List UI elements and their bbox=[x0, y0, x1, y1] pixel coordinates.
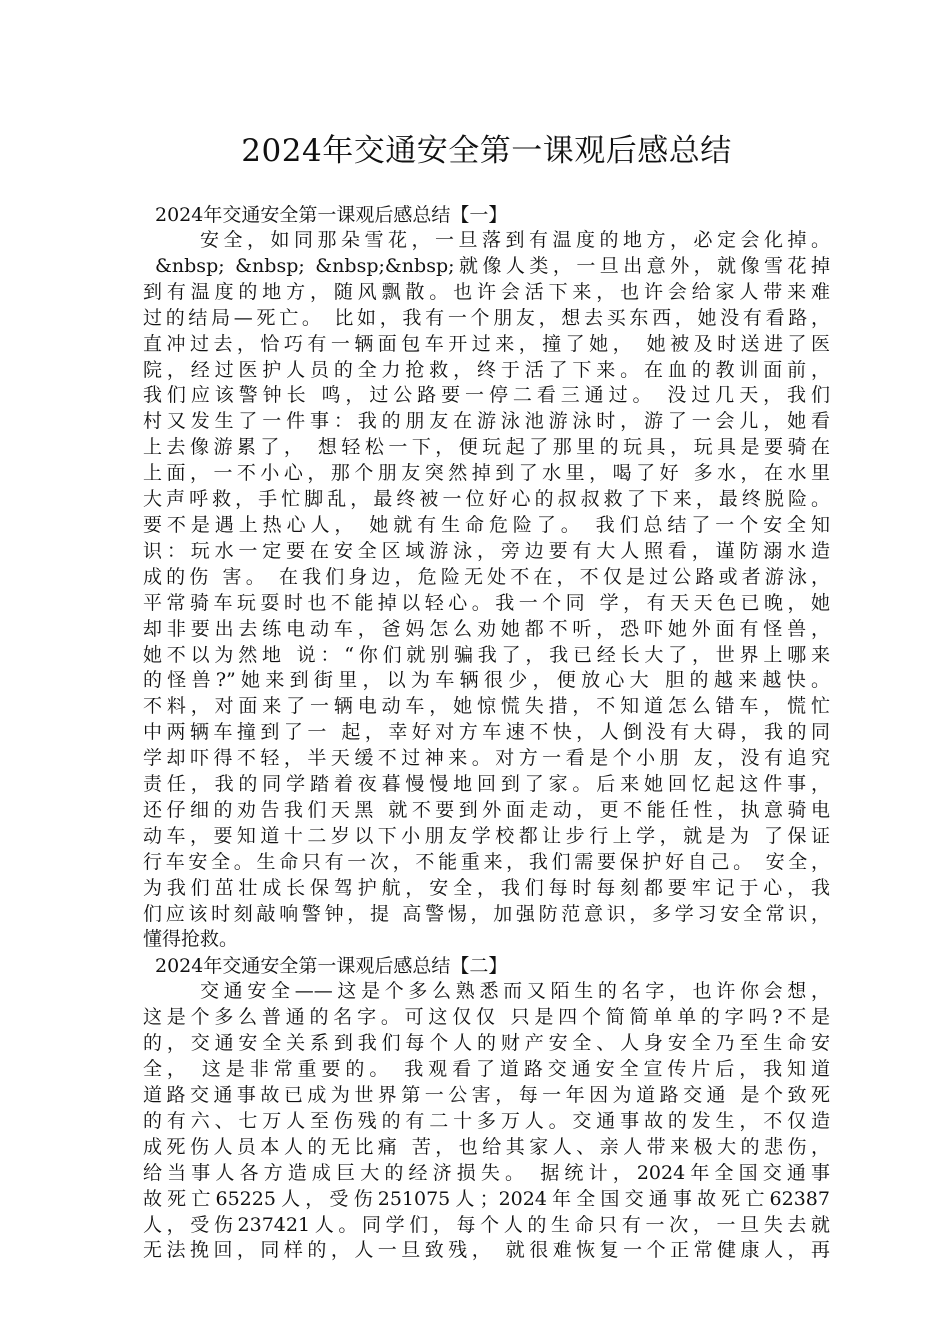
body-line: 交通安全——这是个多么熟悉而又陌生的名字，也许你会想， bbox=[200, 980, 830, 1003]
body-line: 这是个多么普通的名字。可这仅仅 只是四个简简单单的字吗?不是 bbox=[143, 1006, 830, 1029]
body-line: 成的伤 害。 在我们身边，危险无处不在，不仅是过公路或者游泳， bbox=[143, 565, 830, 588]
body-line: 不料，对面来了一辆电动车，她惊慌失措，不知道怎么错车，慌忙 bbox=[143, 695, 830, 718]
body-line: 的有六、七万人至伤残的有二十多万人。交通事故的发生，不仅造 bbox=[143, 1109, 830, 1132]
section-one bbox=[143, 202, 830, 953]
body-line: 为我们茁壮成长保驾护航，安全，我们每时每刻都要牢记于心，我 bbox=[143, 876, 830, 899]
body-line: 人，受伤237421人。同学们，每个人的生命只有一次，一旦失去就 bbox=[143, 1213, 830, 1236]
body-line: 上去像游累了， 想轻松一下，便玩起了那里的玩具，玩具是要骑在 bbox=[143, 436, 830, 459]
body-line: 懂得抢救。 bbox=[143, 928, 239, 951]
body-line: 院，经过医护人员的全力抢救，终于活了下来。在血的教训面前， bbox=[143, 358, 830, 381]
body-line: 识：玩水一定要在安全区域游泳，旁边要有大人照看，谨防溺水造 bbox=[143, 539, 830, 562]
body-line: 行车安全。生命只有一次，不能重来，我们需要保护好自己。 安全， bbox=[143, 850, 830, 873]
body-line: 却非要出去练电动车，爸妈怎么劝她都不听，恐吓她外面有怪兽， bbox=[143, 617, 830, 640]
body-line: 成死伤人员本人的无比痛 苦，也给其家人、亲人带来极大的悲伤， bbox=[143, 1135, 830, 1158]
body-line: &nbsp; &nbsp; &nbsp;&nbsp;就像人类，一旦出意外，就像雪花掉 bbox=[155, 254, 830, 277]
body-line: 到有温度的地方，随风飘散。也许会活下来，也许会给家人带来难 bbox=[143, 280, 830, 303]
document-title: 2024年交通安全第一课观后感总结 bbox=[241, 133, 732, 169]
body-line: 们应该时刻敲响警钟，提 高警惕，加强防范意识，多学习安全常识， bbox=[143, 902, 830, 925]
body-line: 全， 这是非常重要的。 我观看了道路交通安全宣传片后，我知道 bbox=[143, 1058, 830, 1081]
section-one-heading: 2024年交通安全第一课观后感总结【一】 bbox=[155, 204, 508, 226]
body-line: 的怪兽?”她来到街里，以为车辆很少，便放心大 胆的越来越快。 bbox=[143, 669, 830, 692]
section-one-body bbox=[143, 228, 830, 953]
body-line: 我们应该警钟长 鸣，过公路要一停二看三通过。 没过几天，我们 bbox=[143, 384, 830, 407]
body-line: 要不是遇上热心人， 她就有生命危险了。 我们总结了一个安全知 bbox=[143, 513, 830, 536]
body-line: 动车，要知道十二岁以下小朋友学校都让步行上学，就是为 了保证 bbox=[143, 824, 830, 847]
body-line: 无法挽回，同样的，人一旦致残， 就很难恢复一个正常健康人，再 bbox=[143, 1239, 830, 1262]
body-line: 给当事人各方造成巨大的经济损失。 据统计，2024年全国交通事 bbox=[143, 1161, 830, 1184]
body-line: 学却吓得不轻，半天缓不过神来。对方一看是个小朋 友，没有追究 bbox=[143, 747, 830, 770]
body-line: 过的结局—死亡。 比如，我有一个朋友，想去买东西，她没有看路， bbox=[143, 306, 830, 329]
body-line: 道路交通事故已成为世界第一公害，每一年因为道路交通 是个致死 bbox=[143, 1084, 830, 1106]
body-line: 村又发生了一件事：我的朋友在游泳池游泳时，游了一会儿，她看 bbox=[143, 410, 830, 433]
body-line: 还仔细的劝告我们天黑 就不要到外面走动，更不能任性，执意骑电 bbox=[143, 798, 830, 821]
body-line: 上面，一不小心，那个朋友突然掉到了水里，喝了好 多水，在水里 bbox=[143, 462, 830, 485]
body-line: 大声呼救，手忙脚乱，最终被一位好心的叔叔救了下来，最终脱险。 bbox=[143, 488, 830, 511]
section-two bbox=[143, 953, 830, 1264]
body-line: 故死亡65225人，受伤251075人；2024年全国交通事故死亡62387 bbox=[143, 1187, 830, 1210]
body-line: 直冲过去，恰巧有一辆面包车开过来，撞了她， 她被及时送进了医 bbox=[143, 332, 830, 355]
body-line: 责任，我的同学踏着夜暮慢慢地回到了家。后来她回忆起这件事， bbox=[143, 773, 830, 796]
section-two-heading: 2024年交通安全第一课观后感总结【二】 bbox=[155, 955, 508, 978]
body-line: 平常骑车玩耍时也不能掉以轻心。我一个同 学，有天天色已晚，她 bbox=[143, 591, 830, 614]
body-line: 安全，如同那朵雪花，一旦落到有温度的地方，必定会化掉。 bbox=[200, 229, 830, 251]
body-line: 中两辆车撞到了一 起，幸好对方车速不快，人倒没有大碍，我的同 bbox=[143, 721, 830, 744]
section-two-body bbox=[143, 979, 830, 1264]
body-line: 的，交通安全关系到我们每个人的财产安全、人身安全乃至生命安 bbox=[143, 1032, 830, 1055]
body-line: 她不以为然地 说：“你们就别骗我了，我已经长大了，世界上哪来 bbox=[143, 643, 830, 666]
